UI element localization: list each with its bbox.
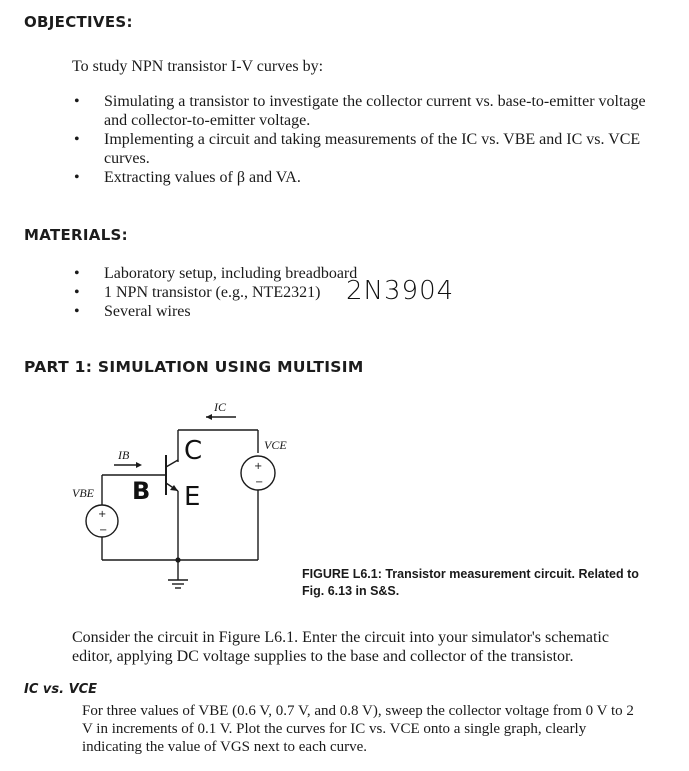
vbe-plus-sign: + — [98, 509, 107, 520]
material-item-setup: • Laboratory setup, including breadboard — [74, 265, 358, 282]
sweep-instructions: For three values of VBE (0.6 V, 0.7 V, and 0.8 V), sweep the collector voltage from 0 V to 2 V in increments of 0.1 V. Plot the curves for IC vs. VCE onto a single graph, clearly indicating the value of VGS next to each curve. — [82, 703, 634, 755]
handwritten-collector-label: C — [184, 436, 203, 466]
vce-label: VCE — [264, 438, 287, 452]
handwritten-base-label: B — [132, 477, 151, 505]
objective-text-implementing: Implementing a circuit and taking measurements of the IC vs. VBE and IC vs. VCE curves. — [104, 131, 641, 167]
ib-label: IB — [118, 448, 130, 462]
vce-minus-sign: − — [255, 477, 264, 488]
objectives-list — [72, 92, 652, 187]
objective-item-implementing: • Implementing a circuit and taking measurements of the IC vs. VBE and IC vs. VCE curves. — [74, 131, 641, 167]
ic-label: IC — [214, 400, 226, 414]
objective-text-extracting: Extracting values of β and VA. — [104, 169, 301, 186]
vbe-label: VBE — [72, 486, 94, 500]
handwritten-emitter-label: E — [184, 482, 201, 512]
transistor-circuit-figure — [60, 395, 310, 610]
material-text-transistor: 1 NPN transistor (e.g., NTE2321) — [104, 284, 321, 301]
vbe-minus-sign: − — [99, 525, 108, 536]
objectives-heading: OBJECTIVES: — [24, 13, 133, 31]
part1-paragraph: Consider the circuit in Figure L6.1. Enter the circuit into your simulator's schematic editor, applying DC voltage supplies to the base and collector of the transistor. — [72, 629, 609, 665]
material-text-setup: Laboratory setup, including breadboard — [104, 265, 358, 282]
objective-item-extracting: • Extracting values of β and VA. — [74, 169, 301, 186]
material-text-wires: Several wires — [104, 303, 191, 320]
materials-heading: MATERIALS: — [24, 226, 128, 244]
material-item-wires: • Several wires — [74, 303, 191, 320]
part1-heading: PART 1: SIMULATION USING MULTISIM — [24, 358, 364, 376]
objective-item-simulating: • Simulating a transistor to investigate the collector current vs. base-to-emitter voltage and collector-to-emitter voltage. — [74, 93, 646, 129]
handwritten-part-number: 2N3904 — [346, 276, 455, 306]
figure-caption: FIGURE L6.1: Transistor measurement circuit. Related to Fig. 6.13 in S&S. — [302, 567, 639, 598]
material-item-transistor: • 1 NPN transistor (e.g., NTE2321) — [74, 284, 321, 301]
ic-vs-vce-subheading: IC vs. VCE — [24, 682, 98, 697]
vce-plus-sign: + — [254, 461, 263, 472]
objectives-intro: To study NPN transistor I-V curves by: — [72, 58, 324, 75]
objective-text-simulating: Simulating a transistor to investigate the collector current vs. base-to-emitter voltage and collector-to-emitter voltage. — [104, 93, 646, 129]
